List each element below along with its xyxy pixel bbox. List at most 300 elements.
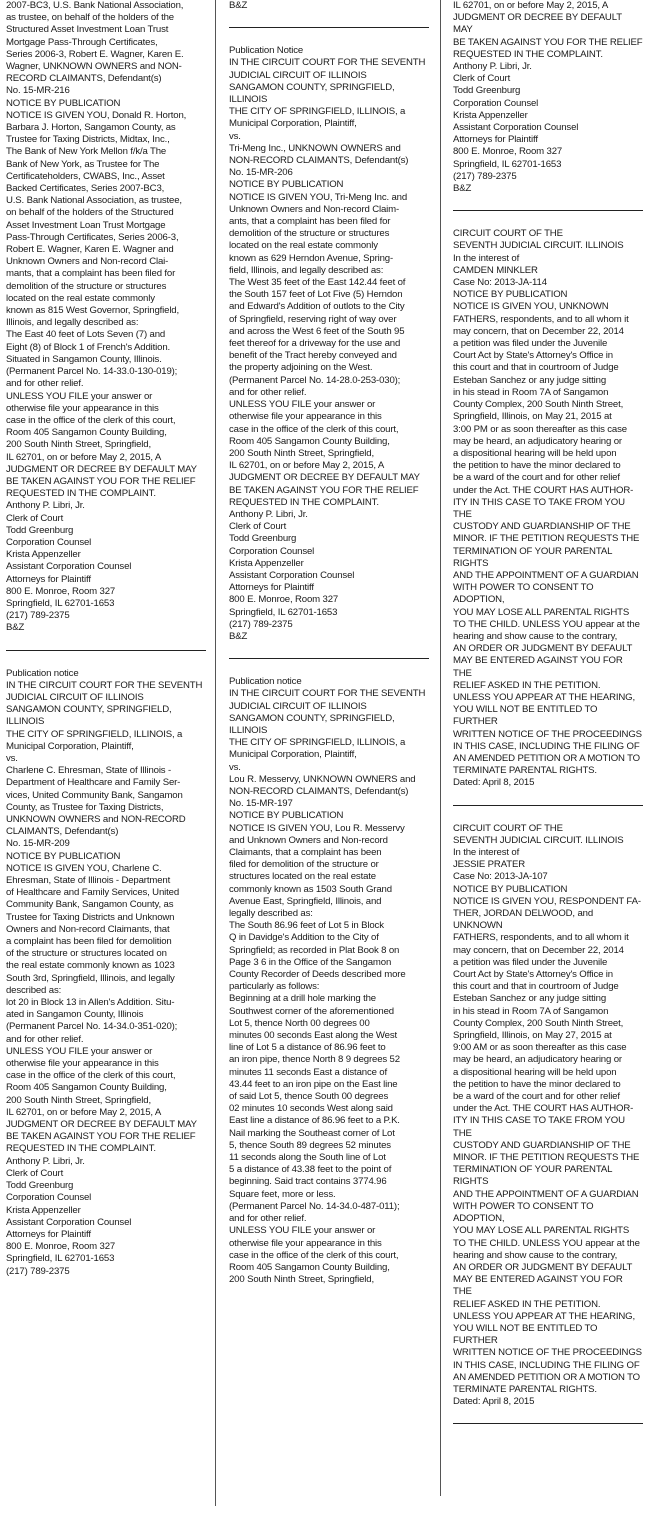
notice-line: TERMINATE PARENTAL RIGHTS. — [453, 1383, 597, 1395]
notice-line: hearing and show cause to the contrary, — [453, 630, 618, 642]
notice-line: South 3rd, Springfield, Illinois, and legally — [6, 972, 175, 984]
notice-line: NOTICE IS GIVEN YOU, RESPONDENT FA- — [453, 895, 641, 907]
notice-3-2 — [453, 228, 643, 789]
notice-line: ated in Sangamon County, Illinois — [6, 1009, 144, 1021]
notice-line: vs. — [229, 761, 241, 773]
notice-line: NOTICE IS GIVEN YOU, Tri-Meng Inc. and — [229, 191, 408, 203]
notice-line: REQUESTED IN THE COMPLAINT. — [6, 488, 156, 500]
notice-line: Nail marking the Southeast corner of Lot — [229, 1127, 395, 1139]
notice-line: County, as Trustee for Taxing Districts, — [6, 801, 164, 813]
notice-line: UNLESS YOU APPEAR AT THE HEARING, — [453, 691, 636, 703]
notice-line: Assistant Corporation Counsel — [453, 122, 579, 134]
notice-line: 800 E. Monroe, Room 327 — [229, 594, 339, 606]
notice-line: Southwest corner of the aforementioned — [229, 1005, 394, 1017]
notice-line: Trustee for Taxing Districts, Midtax, Inc., — [6, 134, 170, 146]
notice-line: Series 2006-3, Robert E. Wagner, Karen E. — [6, 48, 184, 60]
notice-line: Asset Investment Loan Trust Mortgage — [6, 219, 166, 231]
notice-line: NOTICE BY PUBLICATION — [6, 97, 121, 109]
notice-line: known as 629 Herndon Avenue, Spring- — [229, 252, 394, 264]
notice-line: minutes 11 seconds East a distance of — [229, 1066, 387, 1078]
notice-line: ILLINOIS — [6, 716, 45, 728]
notice-line: Trustee for Taxing Districts and Unknown — [6, 911, 175, 923]
notice-line: 02 minutes 10 seconds West along said — [229, 1103, 393, 1115]
notice-line: CIRCUIT COURT OF THE — [453, 228, 563, 240]
notice-line: AN ORDER OR JUDGMENT BY DEFAULT — [453, 1261, 633, 1273]
notice-line: 200 South Ninth Street, Springfield, — [229, 1274, 374, 1286]
notice-line: Krista Appenzeller — [453, 109, 528, 121]
notice-line: field, Illinois, and legally described as: — [229, 264, 384, 276]
notice-line: Situated in Sangamon County, Illinois. — [6, 353, 162, 365]
notice-line: vices, United Community Bank, Sangamon — [6, 789, 183, 801]
notice-line: IL 62701, on or before May 2, 2015, A — [6, 1106, 162, 1118]
notice-line: Structured Asset Investment Loan Trust — [6, 24, 169, 36]
notice-line: Owners and Non-record Claimants, that — [6, 923, 170, 935]
notice-line: CUSTODY AND GUARDIANSHIP OF THE — [453, 521, 631, 533]
notice-line: and for other relief. — [6, 378, 84, 390]
notice-line: Q in Davidge's Addition to the City of — [229, 932, 379, 944]
notice-line: MINOR. IF THE PETITION REQUESTS THE — [453, 1152, 640, 1164]
notice-line: Mortgage Pass-Through Certificates, — [6, 36, 158, 48]
notice-line: an iron pipe, thence North 8 9 degrees 52 — [229, 1054, 400, 1066]
notice-line: YOU WILL NOT BE ENTITLED TO FURTHER — [453, 704, 598, 728]
notice-line: WITH POWER TO CONSENT TO ADOPTION, — [453, 1200, 594, 1225]
notice-line: vs. — [6, 752, 18, 764]
notice-line: RELIEF ASKED IN THE PETITION. — [453, 1298, 601, 1310]
notice-line: commonly known as 1503 South Grand — [229, 883, 392, 895]
notice-line: NOTICE IS GIVEN YOU, Lou R. Messervy — [229, 822, 405, 834]
column-divider — [440, 0, 441, 1496]
notice-line: Eight (8) of Block 1 of French's Addition. — [6, 341, 171, 353]
notice-line: Todd Greenburg — [6, 1180, 74, 1192]
notice-line: TO THE CHILD. UNLESS YOU appear at the — [453, 618, 640, 630]
notice-line: and for other relief. — [6, 1033, 84, 1045]
notice-line: Room 405 Sangamon County Building, — [229, 435, 390, 447]
notice-line: NOTICE IS GIVEN YOU, UNKNOWN — [453, 301, 609, 313]
notice-line: County Complex, 200 South Ninth Street, — [453, 1017, 624, 1029]
notice-line: IN THE CIRCUIT COURT FOR THE SEVENTH — [6, 679, 203, 691]
notice-line: SEVENTH JUDICIAL CIRCUIT. ILLINOIS — [453, 240, 624, 252]
notice-line: Attorneys for Plaintiff — [6, 573, 91, 585]
notice-line: located on the real estate commonly — [6, 292, 155, 304]
notice-line: 5, thence South 89 degrees 52 minutes — [229, 1139, 391, 1151]
notice-line: REQUESTED IN THE COMPLAINT. — [453, 48, 603, 60]
notice-line: ITY IN THIS CASE TO TAKE FROM YOU THE — [453, 1115, 625, 1139]
notice-line: Attorneys for Plaintiff — [453, 134, 538, 146]
notice-line: BE TAKEN AGAINST YOU FOR THE RELIEF — [6, 1131, 196, 1143]
notice-line: No. 15-MR-216 — [6, 85, 70, 97]
notice-line: Springfield, Illinois, on May 27, 2015 at — [453, 1030, 612, 1042]
notice-line: In the interest of — [453, 847, 520, 858]
notice-line: Assistant Corporation Counsel — [6, 561, 132, 573]
notice-line: this court and that in courtroom of Judge — [453, 362, 619, 374]
notice-line: Pass-Through Certificates, Series 2006-3, — [6, 231, 179, 243]
notice-line: described as: — [6, 984, 62, 996]
notice-line: UNLESS YOU APPEAR AT THE HEARING, — [453, 1310, 636, 1322]
notice-line: SANGAMON COUNTY, SPRINGFIELD, — [229, 81, 395, 93]
notice-divider — [229, 27, 429, 28]
notice-line: (217) 789-2375 — [229, 618, 293, 630]
notice-line: FATHERS, respondents, and to all whom it — [453, 313, 629, 325]
notice-line: B&Z — [229, 0, 248, 11]
notice-line: Clerk of Court — [229, 521, 287, 533]
notice-line: No. 15-MR-197 — [229, 798, 293, 810]
notice-line: 11 seconds along the South line of Lot — [229, 1152, 386, 1164]
notice-line: NOTICE IS GIVEN YOU, Donald R. Horton, — [6, 109, 187, 121]
notice-line: Springfield; as recorded in Plat Book 8 on — [229, 944, 400, 956]
notice-line: Room 405 Sangamon County Building, — [6, 1082, 167, 1094]
notice-line: Lot 5, thence North 00 degrees 00 — [229, 1017, 370, 1029]
notice-line: lot 20 in Block 13 in Allen's Addition. Situ- — [6, 997, 175, 1009]
notice-line: Backed Certificates, Series 2007-BC3, — [6, 183, 165, 195]
notice-line: CAMDEN MINKLER — [453, 264, 538, 276]
notice-line: The East 40 feet of Lots Seven (7) and — [6, 329, 166, 341]
column-1 — [6, 0, 206, 1515]
notice-line: (217) 789-2375 — [6, 610, 70, 622]
notice-line: vs. — [229, 130, 241, 142]
notice-line: may be heard, an adjudicatory hearing or — [453, 435, 622, 447]
notice-line: RELIEF ASKED IN THE PETITION. — [453, 679, 601, 691]
notice-line: JUDGMENT OR DECREE BY DEFAULT MAY — [453, 12, 622, 36]
notice-line: Bank of New York, as Trustee for The — [6, 158, 160, 170]
notice-line: UNKNOWN OWNERS and NON-RECORD — [6, 814, 186, 825]
notice-line: SANGAMON COUNTY, SPRINGFIELD, — [229, 712, 395, 724]
notice-line: the petition to have the minor declared to — [453, 460, 621, 472]
notice-line: Department of Healthcare and Family Ser- — [6, 777, 181, 789]
notice-3-1 — [453, 0, 643, 195]
notice-line: Springfield, IL 62701-1653 — [6, 597, 115, 609]
notice-line: WRITTEN NOTICE OF THE PROCEEDINGS — [453, 728, 642, 740]
notice-line: NOTICE BY PUBLICATION — [453, 883, 568, 895]
notice-line: known as 815 West Governor, Springfield, — [6, 305, 180, 317]
notice-line: otherwise file your appearance in this — [6, 402, 159, 414]
notice-line: In the interest of — [453, 252, 520, 264]
notice-line: in his stead in Room 7A of Sangamon — [453, 1005, 609, 1017]
notice-line: the petition to have the minor declared to — [453, 1078, 621, 1090]
notice-line: B&Z — [6, 622, 25, 634]
notice-line: No. 15-MR-206 — [229, 167, 293, 179]
notice-divider — [6, 650, 206, 651]
notice-line: U.S. Bank National Association, as trustee, — [6, 195, 182, 207]
notice-line: The West 35 feet of the East 142.44 feet of — [229, 277, 406, 289]
notice-line: mants, that a complaint has been filed for — [6, 268, 176, 280]
notice-line: Ehresman, State of Illinois - Department — [6, 875, 171, 887]
notice-line: AN ORDER OR JUDGMENT BY DEFAULT — [453, 643, 633, 655]
notice-line: Todd Greenburg — [6, 524, 74, 536]
notice-line: THE CITY OF SPRINGFIELD, ILLINOIS, a — [6, 728, 183, 740]
notice-line: otherwise file your appearance in this — [229, 411, 382, 423]
notice-line: (Permanent Parcel No. 14-34.0-351-020); — [6, 1021, 178, 1033]
notice-line: of Healthcare and Family Services, United — [6, 887, 180, 899]
notice-line: TO THE CHILD. UNLESS YOU appear at the — [453, 1237, 640, 1249]
notice-line: NOTICE BY PUBLICATION — [6, 850, 121, 862]
notice-line: JUDGMENT OR DECREE BY DEFAULT MAY — [6, 1119, 197, 1131]
notice-line: a dispositional hearing will be held upon — [453, 1066, 617, 1078]
notice-line: case in the office of the clerk of this court, — [6, 414, 176, 426]
notice-line: located on the real estate commonly — [229, 240, 378, 252]
notice-line: Case No: 2013-JA-107 — [453, 871, 548, 883]
notice-line: Room 405 Sangamon County Building, — [6, 427, 167, 439]
notice-line: JESSIE PRATER — [453, 859, 525, 871]
notice-line: Room 405 Sangamon County Building, — [229, 1261, 390, 1273]
notice-line: NON-RECORD CLAIMANTS, Defendant(s) — [229, 155, 409, 167]
notice-line: Clerk of Court — [453, 73, 511, 85]
notice-line: Springfield, IL 62701-1653 — [229, 606, 338, 618]
notice-line: JUDGMENT OR DECREE BY DEFAULT MAY — [6, 463, 197, 475]
notice-line: under the Act. THE COURT HAS AUTHOR- — [453, 1103, 634, 1115]
notice-line: otherwise file your appearance in this — [229, 1237, 382, 1249]
notice-line: Court Act by State's Attorney's Office in — [453, 969, 613, 981]
notice-line: AN AMENDED PETITION OR A MOTION TO — [453, 752, 640, 764]
notice-line: MINOR. IF THE PETITION REQUESTS THE — [453, 533, 640, 545]
notice-line: Krista Appenzeller — [6, 549, 81, 561]
notice-line: otherwise file your appearance in this — [6, 1058, 159, 1070]
notice-divider — [453, 805, 643, 806]
notice-line: Esteban Sanchez or any judge sitting — [453, 374, 607, 386]
notice-line: NON-RECORD CLAIMANTS, Defendant(s) — [229, 785, 409, 797]
notice-line: Avenue East, Springfield, Illinois, and — [229, 895, 382, 907]
notice-line: JUDGMENT OR DECREE BY DEFAULT MAY — [229, 472, 420, 484]
notice-line: particularly as follows: — [229, 981, 320, 993]
notice-line: RECORD CLAIMANTS, Defendant(s) — [6, 73, 162, 85]
notice-line: Todd Greenburg — [453, 85, 521, 97]
notice-line: B&Z — [229, 630, 248, 642]
notice-line: and Unknown Owners and Non-record — [229, 834, 388, 846]
notice-line: Page 3 6 in the Office of the Sangamon — [229, 956, 392, 968]
notice-2-1 — [229, 0, 429, 12]
notice-line: UNLESS YOU FILE your answer or — [6, 1045, 153, 1057]
notice-line: 9:00 AM or as soon thereafter as this case — [453, 1042, 627, 1054]
notice-line: 800 E. Monroe, Room 327 — [6, 1241, 116, 1253]
notice-line: IN THE CIRCUIT COURT FOR THE SEVENTH — [229, 688, 426, 700]
notice-line: ITY IN THIS CASE TO TAKE FROM YOU THE — [453, 496, 625, 520]
notice-line: 43.44 feet to an iron pipe on the East line — [229, 1078, 398, 1090]
notice-line: SANGAMON COUNTY, SPRINGFIELD, — [6, 704, 172, 716]
notice-line: Municipal Corporation, Plaintiff, — [229, 749, 357, 761]
notice-line: Assistant Corporation Counsel — [6, 1216, 132, 1228]
notice-line: Wagner, UNKNOWN OWNERS and NON- — [6, 61, 182, 73]
notice-line: Clerk of Court — [6, 512, 64, 524]
notice-line: Publication Notice — [229, 45, 304, 57]
notice-line: Court Act by State's Attorney's Office in — [453, 350, 613, 362]
notice-line: of said Lot 5, thence South 00 degrees — [229, 1091, 389, 1103]
notice-3-3 — [453, 823, 643, 1409]
notice-line: Unknown Owners and Non-record Claim- — [229, 203, 400, 215]
notice-line: NOTICE BY PUBLICATION — [453, 289, 568, 301]
notice-line: MAY BE ENTERED AGAINST YOU FOR THE — [453, 655, 623, 679]
notice-line: NOTICE IS GIVEN YOU, Charlene C. — [6, 862, 162, 874]
notice-2-2 — [229, 45, 429, 643]
notice-line: IN THIS CASE, INCLUDING THE FILING OF — [453, 740, 640, 752]
notice-line: FATHERS, respondents, and to all whom it — [453, 932, 629, 944]
notice-line: hearing and show cause to the contrary, — [453, 1249, 618, 1261]
notice-line: ILLINOIS — [229, 724, 268, 736]
notice-line: under the Act. THE COURT HAS AUTHOR- — [453, 484, 634, 496]
notice-line: SEVENTH JUDICIAL CIRCUIT. ILLINOIS — [453, 834, 624, 846]
notice-line: Todd Greenburg — [229, 533, 297, 545]
notice-line: Anthony P. Libri, Jr. — [6, 1155, 85, 1167]
notice-line: THER, JORDAN DELWOOD, and UNKNOWN — [453, 908, 594, 932]
notice-line: Dated: April 8, 2015 — [453, 777, 535, 789]
notice-line: 200 South Ninth Street, Springfield, — [6, 439, 151, 451]
notice-line: NOTICE BY PUBLICATION — [229, 810, 344, 822]
notice-line: of the structure or structures located on — [6, 948, 167, 960]
notice-line: structures located on the real estate — [229, 871, 376, 883]
notice-line: JUDICIAL CIRCUIT OF ILLINOIS — [229, 700, 367, 712]
notice-line: TERMINATION OF YOUR PARENTAL RIGHTS — [453, 1164, 612, 1188]
notice-line: Krista Appenzeller — [229, 557, 304, 569]
notice-line: Anthony P. Libri, Jr. — [229, 508, 308, 520]
notice-line: AN AMENDED PETITION OR A MOTION TO — [453, 1371, 640, 1383]
notice-line: TERMINATE PARENTAL RIGHTS. — [453, 765, 597, 777]
notice-line: may be heard, an adjudicatory hearing or — [453, 1054, 622, 1066]
notice-line: 200 South Ninth Street, Springfield, — [229, 447, 374, 459]
notice-line: on behalf of the holders of the Structured — [6, 207, 174, 219]
notice-line: 2007-BC3, U.S. Bank National Association, — [6, 0, 184, 11]
notice-1-1 — [6, 0, 206, 635]
notice-line: County Complex, 200 South Ninth Street, — [453, 399, 624, 411]
notice-line: Krista Appenzeller — [6, 1204, 81, 1216]
notice-line: as trustee, on behalf of the holders of the — [6, 12, 174, 24]
notice-line: Publication notice — [229, 676, 302, 688]
notice-line: (Permanent Parcel No. 14-33.0-130-019); — [6, 366, 178, 378]
notice-line: The Bank of New York Mellon f/k/a The — [6, 146, 167, 158]
notice-line: case in the office of the clerk of this court, — [229, 423, 399, 435]
notice-line: ants, that a complaint has been filed for — [229, 216, 391, 228]
notice-2-3 — [229, 676, 429, 1286]
notice-line: Attorneys for Plaintiff — [229, 582, 314, 594]
notice-line: Springfield, IL 62701-1653 — [453, 158, 562, 170]
notice-line: a petition was filed under the Juvenile — [453, 338, 608, 350]
notice-line: the property adjoining on the West. — [229, 362, 373, 374]
notice-line: and for other relief. — [229, 386, 307, 398]
notice-line: East line a distance of 86.96 feet to a P.K. — [229, 1115, 400, 1127]
notice-line: beginning. Said tract contains 3774.96 — [229, 1176, 387, 1188]
notice-line: YOU MAY LOSE ALL PARENTAL RIGHTS — [453, 606, 630, 618]
notice-line: Case No: 2013-JA-114 — [453, 277, 547, 289]
notice-line: demolition of the structure or structures — [229, 228, 390, 240]
notice-line: this court and that in courtroom of Judge — [453, 981, 619, 993]
column-divider — [215, 0, 216, 1506]
notice-line: a petition was filed under the Juvenile — [453, 956, 608, 968]
notice-line: Unknown Owners and Non-record Clai- — [6, 256, 169, 268]
notice-line: 5 a distance of 43.38 feet to the point of — [229, 1164, 392, 1176]
notice-line: The South 86.96 feet of Lot 5 in Block — [229, 920, 384, 932]
notice-line: UNLESS YOU FILE your answer or — [229, 1225, 376, 1237]
notice-line: BE TAKEN AGAINST YOU FOR THE RELIEF — [453, 36, 643, 48]
notice-line: feet thereof for a driveway for the use and — [229, 338, 401, 350]
notice-line: Anthony P. Libri, Jr. — [453, 61, 532, 73]
notice-line: in his stead in Room 7A of Sangamon — [453, 386, 609, 398]
notice-line: IN THIS CASE, INCLUDING THE FILING OF — [453, 1359, 640, 1371]
notice-line: NOTICE BY PUBLICATION — [229, 179, 344, 191]
notice-line: BE TAKEN AGAINST YOU FOR THE RELIEF — [6, 475, 196, 487]
notice-line: Esteban Sanchez or any judge sitting — [453, 993, 607, 1005]
notice-line: ILLINOIS — [229, 94, 268, 106]
notice-line: minutes 00 seconds East along the West — [229, 1030, 397, 1042]
notice-line: filed for demolition of the structure or — [229, 859, 379, 871]
notice-line: REQUESTED IN THE COMPLAINT. — [6, 1143, 156, 1155]
notice-line: Claimants, that a complaint has been — [229, 847, 382, 858]
notice-line: No. 15-MR-209 — [6, 838, 70, 850]
notice-line: IN THE CIRCUIT COURT FOR THE SEVENTH — [229, 57, 426, 69]
notice-line: CLAIMANTS, Defendant(s) — [6, 826, 119, 838]
notice-line: (217) 789-2375 — [453, 170, 517, 182]
notice-line: AND THE APPOINTMENT OF A GUARDIAN — [453, 569, 639, 581]
notice-line: UNLESS YOU FILE your answer or — [6, 390, 153, 402]
column-3 — [453, 0, 643, 1515]
notice-line: be a ward of the court and for other relief — [453, 472, 620, 484]
notice-line: YOU MAY LOSE ALL PARENTAL RIGHTS — [453, 1225, 630, 1237]
notice-line: MAY BE ENTERED AGAINST YOU FOR THE — [453, 1274, 623, 1298]
notice-line: and across the West 6 feet of the South 95 — [229, 325, 405, 337]
notice-line: Illinois, and legally described as: — [6, 317, 139, 329]
notice-line: B&Z — [453, 183, 472, 195]
notice-line: line of Lot 5 a distance of 86.96 feet to — [229, 1042, 386, 1054]
notice-line: a dispositional hearing will be held upon — [453, 447, 617, 459]
notice-line: Corporation Counsel — [6, 536, 92, 548]
notice-line: CUSTODY AND GUARDIANSHIP OF THE — [453, 1139, 631, 1151]
notice-line: Corporation Counsel — [229, 545, 315, 557]
notice-line: Municipal Corporation, Plaintiff, — [6, 740, 134, 752]
notice-line: legally described as: — [229, 908, 313, 920]
notice-line: Lou R. Messervy, UNKNOWN OWNERS and — [229, 773, 416, 785]
notice-line: REQUESTED IN THE COMPLAINT. — [229, 496, 379, 508]
notice-line: Robert E. Wagner, Karen E. Wagner and — [6, 244, 174, 256]
column-2 — [229, 0, 429, 1515]
notice-line: (Permanent Parcel No. 14-28.0-253-030); — [229, 374, 401, 386]
notice-line: be a ward of the court and for other relief — [453, 1091, 620, 1103]
notice-line: and Edward's Addition of outlots to the City — [229, 301, 405, 313]
notice-divider — [453, 210, 643, 211]
notice-line: IL 62701, on or before May 2, 2015, A — [229, 460, 385, 472]
notice-line: YOU WILL NOT BE ENTITLED TO FURTHER — [453, 1322, 598, 1347]
notice-line: Corporation Counsel — [453, 97, 539, 109]
notice-line: may concern, that on December 22, 2014 — [453, 325, 624, 337]
notice-line: (Permanent Parcel No. 14-34.0-487-011); — [229, 1200, 400, 1212]
notice-line: Publication notice — [6, 667, 79, 679]
notice-line: and for other relief. — [229, 1213, 307, 1225]
notice-line: case in the office of the clerk of this court, — [229, 1249, 399, 1261]
notice-line: Corporation Counsel — [6, 1192, 92, 1204]
notice-line: TERMINATION OF YOUR PARENTAL RIGHTS — [453, 545, 612, 569]
notice-line: BE TAKEN AGAINST YOU FOR THE RELIEF — [229, 484, 419, 496]
notice-line: UNLESS YOU FILE your answer or — [229, 399, 376, 411]
notice-line: the real estate commonly known as 1023 — [6, 960, 175, 972]
notice-line: Clerk of Court — [6, 1167, 64, 1179]
notice-line: benefit of the Tract hereby conveyed and — [229, 350, 397, 362]
notice-line: WRITTEN NOTICE OF THE PROCEEDINGS — [453, 1347, 642, 1359]
notice-line: AND THE APPOINTMENT OF A GUARDIAN — [453, 1188, 639, 1200]
notice-line: JUDICIAL CIRCUIT OF ILLINOIS — [6, 691, 144, 703]
notice-line: (217) 789-2375 — [6, 1265, 70, 1277]
notice-line: Anthony P. Libri, Jr. — [6, 500, 85, 512]
notice-1-2 — [6, 668, 206, 1278]
notice-line: Tri-Meng Inc., UNKNOWN OWNERS and — [229, 142, 401, 154]
notice-line: Barbara J. Horton, Sangamon County, as — [6, 122, 176, 134]
notice-line: THE CITY OF SPRINGFIELD, ILLINOIS, a — [229, 737, 406, 749]
notice-line: Community Bank, Sangamon County, as — [6, 899, 174, 911]
notice-line: case in the office of the clerk of this court, — [6, 1070, 176, 1082]
notice-line: Springfield, IL 62701-1653 — [6, 1253, 115, 1265]
notice-line: 200 South Ninth Street, Springfield, — [6, 1094, 151, 1106]
notice-line: Springfield, Illinois, on May 21, 2015 at — [453, 411, 612, 423]
notice-line: Certificateholders, CWABS, Inc., Asset — [6, 170, 165, 182]
notice-line: THE CITY OF SPRINGFIELD, ILLINOIS, a — [229, 106, 406, 118]
notice-line: IL 62701, on or before May 2, 2015, A — [6, 451, 162, 463]
notice-line: Charlene C. Ehresman, State of Illinois - — [6, 765, 172, 777]
notice-line: IL 62701, on or before May 2, 2015, A — [453, 0, 609, 11]
notice-divider — [229, 658, 429, 659]
